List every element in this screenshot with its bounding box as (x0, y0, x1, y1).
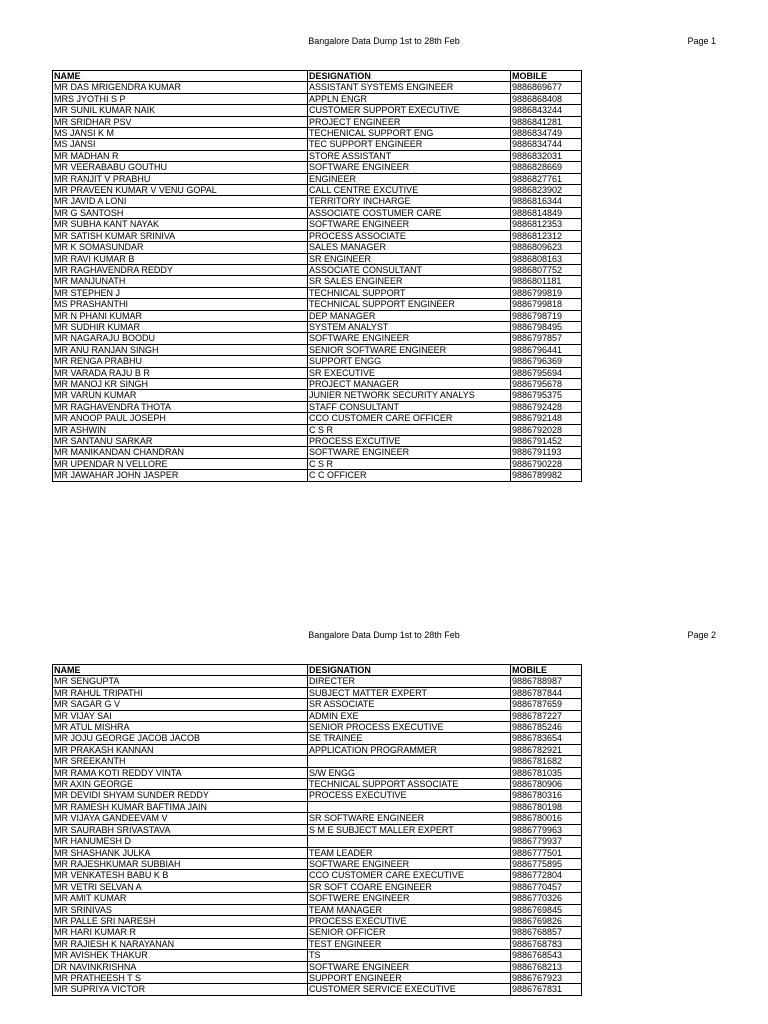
table-row (53, 904, 582, 915)
table-header-row (53, 665, 582, 676)
cell-name: MR RAJESHKUMAR SUBBIAH (53, 858, 308, 869)
table-row (53, 767, 582, 778)
cell-designation: SOFTWARE ENGINEER (308, 858, 511, 869)
cell-name: MR ANU RANJAN SINGH (53, 344, 308, 355)
cell-mobile: 9886812353 (511, 219, 582, 230)
table-row (53, 893, 582, 904)
cell-name: MR VENKATESH BABU K B (53, 870, 308, 881)
cell-mobile: 9886792148 (511, 413, 582, 424)
cell-mobile: 9886768783 (511, 938, 582, 949)
table-row (53, 299, 582, 310)
cell-name: MR MANOJ KR SINGH (53, 378, 308, 389)
table-row (53, 356, 582, 367)
cell-mobile: 9886795375 (511, 390, 582, 401)
table-row (53, 458, 582, 469)
cell-designation: TECHNICAL SUPPORT ASSOCIATE (308, 779, 511, 790)
cell-mobile: 9886808163 (511, 253, 582, 264)
table-row (53, 287, 582, 298)
page-number: Page 2 (687, 630, 716, 640)
cell-name: MR AVISHEK THAKUR (53, 950, 308, 961)
cell-mobile: 9886769826 (511, 915, 582, 926)
cell-mobile: 9886787844 (511, 687, 582, 698)
cell-name: MR PRAKASH KANNAN (53, 744, 308, 755)
page-number: Page 1 (687, 36, 716, 46)
cell-name: MR MADHAN R (53, 150, 308, 161)
table-row (53, 836, 582, 847)
cell-name: MR SUPRIYA VICTOR (53, 984, 308, 995)
table-row (53, 162, 582, 173)
cell-name: MR SUBHA KANT NAYAK (53, 219, 308, 230)
cell-name: MR VARADA RAJU B R (53, 367, 308, 378)
table-row (53, 790, 582, 801)
cell-name: MR PALLE SRI NARESH (53, 915, 308, 926)
cell-designation: SENIOR PROCESS EXECUTIVE (308, 722, 511, 733)
cell-mobile: 9886792428 (511, 401, 582, 412)
cell-name: MR SUNIL KUMAR NAIK (53, 105, 308, 116)
table-row (53, 436, 582, 447)
cell-mobile: 9886798495 (511, 321, 582, 332)
cell-designation: CALL CENTRE EXCUTIVE (308, 185, 511, 196)
column-header-name: NAME (53, 665, 308, 676)
cell-designation: SENIOR OFFICER (308, 927, 511, 938)
cell-designation: C C OFFICER (308, 470, 511, 481)
table-row (53, 984, 582, 995)
cell-designation: SE TRAINEE (308, 733, 511, 744)
cell-mobile: 9886828669 (511, 162, 582, 173)
cell-name: MR VARUN KUMAR (53, 390, 308, 401)
cell-mobile: 9886768213 (511, 961, 582, 972)
cell-name: MS PRASHANTHI (53, 299, 308, 310)
cell-mobile: 9886788987 (511, 676, 582, 687)
cell-designation: SOFTWARE ENGINEER (308, 219, 511, 230)
cell-designation: CUSTOMER SERVICE EXECUTIVE (308, 984, 511, 995)
cell-mobile: 9886834744 (511, 139, 582, 150)
table-row (53, 413, 582, 424)
cell-name: MR PRAVEEN KUMAR V VENU GOPAL (53, 185, 308, 196)
cell-name: MR G SANTOSH (53, 207, 308, 218)
cell-designation (308, 836, 511, 847)
column-header-mobile: MOBILE (511, 71, 582, 82)
cell-mobile: 9886834749 (511, 128, 582, 139)
cell-name: MR DEVIDI SHYAM SUNDER REDDY (53, 790, 308, 801)
cell-name: MR MANJUNATH (53, 276, 308, 287)
page-title: Bangalore Data Dump 1st to 28th Feb (308, 630, 460, 640)
table-row (53, 367, 582, 378)
table-row (53, 390, 582, 401)
table-row (53, 378, 582, 389)
table-row (53, 881, 582, 892)
page-title: Bangalore Data Dump 1st to 28th Feb (308, 36, 460, 46)
table-row (53, 333, 582, 344)
cell-designation: SOFTWARE ENGINEER (308, 447, 511, 458)
cell-name: MR AMIT KUMAR (53, 893, 308, 904)
table-row (53, 321, 582, 332)
cell-designation: TEAM MANAGER (308, 904, 511, 915)
cell-mobile: 9886841281 (511, 116, 582, 127)
cell-name: MR ANOOP PAUL JOSEPH (53, 413, 308, 424)
cell-name: MR HANUMESH D (53, 836, 308, 847)
cell-name: MR RAJIESH K NARAYANAN (53, 938, 308, 949)
cell-mobile: 9886823902 (511, 185, 582, 196)
cell-mobile: 9886787227 (511, 710, 582, 721)
table-row (53, 401, 582, 412)
cell-name: MR RAGHAVENDRA THOTA (53, 401, 308, 412)
cell-name: MR RANJIT V PRABHU (53, 173, 308, 184)
table-row (53, 207, 582, 218)
cell-designation: SR EXECUTIVE (308, 367, 511, 378)
table-row (53, 173, 582, 184)
cell-designation: SUPPORT ENGINEER (308, 972, 511, 983)
cell-designation: SR SALES ENGINEER (308, 276, 511, 287)
table-row (53, 870, 582, 881)
cell-name: MR SAGAR G V (53, 699, 308, 710)
cell-mobile: 9886792028 (511, 424, 582, 435)
cell-mobile: 9886780016 (511, 813, 582, 824)
cell-name: MR UPENDAR N VELLORE (53, 458, 308, 469)
table-row (53, 128, 582, 139)
cell-name: MR AXIN GEORGE (53, 779, 308, 790)
cell-mobile: 9886780316 (511, 790, 582, 801)
cell-designation: CCO CUSTOMER CARE EXECUTIVE (308, 870, 511, 881)
table-row (53, 116, 582, 127)
cell-name: MR N PHANI KUMAR (53, 310, 308, 321)
column-header-designation: DESIGNATION (308, 71, 511, 82)
cell-mobile: 9886781035 (511, 767, 582, 778)
cell-designation (308, 756, 511, 767)
cell-designation: SR SOFT COARE ENGINEER (308, 881, 511, 892)
contacts-table (52, 664, 582, 996)
cell-name: MR SENGUPTA (53, 676, 308, 687)
cell-name: MR PRATHEESH T S (53, 972, 308, 983)
cell-designation: STORE ASSISTANT (308, 150, 511, 161)
cell-mobile: 9886770326 (511, 893, 582, 904)
cell-mobile: 9886832031 (511, 150, 582, 161)
cell-name: MR ASHWIN (53, 424, 308, 435)
cell-mobile: 9886812312 (511, 230, 582, 241)
cell-designation: C S R (308, 424, 511, 435)
cell-name: MR ATUL MISHRA (53, 722, 308, 733)
cell-designation: TERRITORY INCHARGE (308, 196, 511, 207)
column-header-name: NAME (53, 71, 308, 82)
cell-name: MR JAWAHAR JOHN JASPER (53, 470, 308, 481)
cell-mobile: 9886767831 (511, 984, 582, 995)
cell-designation: PROCESS EXECUTIVE (308, 915, 511, 926)
table-header-row (53, 71, 582, 82)
cell-name: MR VETRI SELVAN A (53, 881, 308, 892)
table-row (53, 150, 582, 161)
cell-designation: ASSOCIATE CONSULTANT (308, 264, 511, 275)
table-row (53, 253, 582, 264)
cell-name: MR K SOMASUNDAR (53, 242, 308, 253)
table-row (53, 276, 582, 287)
table-row (53, 687, 582, 698)
table-row (53, 779, 582, 790)
cell-designation: TECHENICAL SUPPORT ENG (308, 128, 511, 139)
cell-designation: DEP MANAGER (308, 310, 511, 321)
column-header-designation: DESIGNATION (308, 665, 511, 676)
table-row (53, 824, 582, 835)
cell-designation: PROJECT MANAGER (308, 378, 511, 389)
table-row (53, 972, 582, 983)
cell-name: MR VIJAY SAI (53, 710, 308, 721)
cell-designation: SR SOFTWARE ENGINEER (308, 813, 511, 824)
cell-designation: TEAM LEADER (308, 847, 511, 858)
table-row (53, 196, 582, 207)
cell-designation: C S R (308, 458, 511, 469)
cell-designation: DIRECTER (308, 676, 511, 687)
table-row (53, 813, 582, 824)
cell-designation: TECHNICAL SUPPORT ENGINEER (308, 299, 511, 310)
table-row (53, 699, 582, 710)
table-row (53, 219, 582, 230)
cell-mobile: 9886801181 (511, 276, 582, 287)
cell-designation: CUSTOMER SUPPORT EXECUTIVE (308, 105, 511, 116)
cell-mobile: 9886779963 (511, 824, 582, 835)
cell-mobile: 9886790228 (511, 458, 582, 469)
column-header-mobile: MOBILE (511, 665, 582, 676)
cell-designation: PROCESS EXECUTIVE (308, 790, 511, 801)
cell-mobile: 9886814849 (511, 207, 582, 218)
cell-designation: TECHNICAL SUPPORT (308, 287, 511, 298)
cell-designation: APPLN ENGR (308, 93, 511, 104)
cell-mobile: 9886795694 (511, 367, 582, 378)
cell-designation: ENGINEER (308, 173, 511, 184)
table-row (53, 756, 582, 767)
table-row (53, 470, 582, 481)
table-row (53, 722, 582, 733)
cell-mobile: 9886816344 (511, 196, 582, 207)
cell-designation: S/W ENGG (308, 767, 511, 778)
cell-name: MR JAVID A LONI (53, 196, 308, 207)
cell-mobile: 9886799818 (511, 299, 582, 310)
cell-designation: CCO CUSTOMER CARE OFFICER (308, 413, 511, 424)
cell-designation: PROCESS ASSOCIATE (308, 230, 511, 241)
cell-mobile: 9886798719 (511, 310, 582, 321)
table-row (53, 915, 582, 926)
cell-name: MR HARI KUMAR R (53, 927, 308, 938)
table-row (53, 264, 582, 275)
table-row (53, 927, 582, 938)
cell-name: MR NAGARAJU BOODU (53, 333, 308, 344)
cell-designation: APPLICATION PROGRAMMER (308, 744, 511, 755)
cell-mobile: 9886789982 (511, 470, 582, 481)
cell-mobile: 9886770457 (511, 881, 582, 892)
cell-designation: SUBJECT MATTER EXPERT (308, 687, 511, 698)
cell-name: MR RAHUL TRIPATHI (53, 687, 308, 698)
cell-mobile: 9886809623 (511, 242, 582, 253)
cell-name: MR RAMESH KUMAR BAFTIMA JAIN (53, 801, 308, 812)
table-row (53, 858, 582, 869)
table-row (53, 344, 582, 355)
cell-mobile: 9886779937 (511, 836, 582, 847)
cell-designation: SOFTWARE ENGINEER (308, 961, 511, 972)
table-row (53, 230, 582, 241)
table-row (53, 801, 582, 812)
cell-name: MR SREEKANTH (53, 756, 308, 767)
cell-designation: ADMIN EXE (308, 710, 511, 721)
cell-mobile: 9886795678 (511, 378, 582, 389)
table-row (53, 424, 582, 435)
cell-mobile: 9886791452 (511, 436, 582, 447)
cell-name: MS JANSI K M (53, 128, 308, 139)
cell-mobile: 9886777501 (511, 847, 582, 858)
cell-name: MR SAURABH SRIVASTAVA (53, 824, 308, 835)
table-row (53, 93, 582, 104)
cell-mobile: 9886783654 (511, 733, 582, 744)
cell-mobile: 9886780198 (511, 801, 582, 812)
table-row (53, 310, 582, 321)
cell-designation: TEC SUPPORT ENGINEER (308, 139, 511, 150)
cell-designation: ASSOCIATE COSTUMER CARE (308, 207, 511, 218)
cell-mobile: 9886796441 (511, 344, 582, 355)
cell-designation: SYSTEM ANALYST (308, 321, 511, 332)
table-row (53, 950, 582, 961)
cell-designation: PROJECT ENGINEER (308, 116, 511, 127)
cell-mobile: 9886827761 (511, 173, 582, 184)
cell-name: MR SUDHIR KUMAR (53, 321, 308, 332)
cell-mobile: 9886769845 (511, 904, 582, 915)
cell-name: MR DAS MRIGENDRA KUMAR (53, 82, 308, 93)
table-row (53, 961, 582, 972)
cell-mobile: 9886768543 (511, 950, 582, 961)
table-row (53, 733, 582, 744)
table-row (53, 82, 582, 93)
table-row (53, 139, 582, 150)
cell-designation: SUPPORT ENGG (308, 356, 511, 367)
table-row (53, 105, 582, 116)
cell-mobile: 9886775895 (511, 858, 582, 869)
table-row (53, 185, 582, 196)
table-row (53, 447, 582, 458)
table-row (53, 242, 582, 253)
cell-mobile: 9886791193 (511, 447, 582, 458)
cell-name: MR RAGHAVENDRA REDDY (53, 264, 308, 275)
table-row (53, 676, 582, 687)
cell-mobile: 9886869677 (511, 82, 582, 93)
table-row (53, 744, 582, 755)
cell-mobile: 9886785246 (511, 722, 582, 733)
cell-designation: PROCESS EXCUTIVE (308, 436, 511, 447)
table-row (53, 847, 582, 858)
cell-name: MR VIJAYA GANDEEVAM V (53, 813, 308, 824)
cell-mobile: 9886781682 (511, 756, 582, 767)
cell-name: MRS JYOTHI S P (53, 93, 308, 104)
table-row (53, 710, 582, 721)
cell-mobile: 9886787659 (511, 699, 582, 710)
cell-designation: SENIOR SOFTWARE ENGINEER (308, 344, 511, 355)
cell-name: MR JOJU GEORGE JACOB JACOB (53, 733, 308, 744)
cell-mobile: 9886772804 (511, 870, 582, 881)
cell-name: MR VEERABABU GOUTHU (53, 162, 308, 173)
cell-mobile: 9886782921 (511, 744, 582, 755)
cell-name: MR SANTANU SARKAR (53, 436, 308, 447)
cell-designation: SR ENGINEER (308, 253, 511, 264)
cell-name: MR SHASHANK JULKA (53, 847, 308, 858)
cell-designation: ASSISTANT SYSTEMS ENGINEER (308, 82, 511, 93)
cell-name: MR SRIDHAR PSV (53, 116, 308, 127)
cell-designation (308, 801, 511, 812)
cell-mobile: 9886768857 (511, 927, 582, 938)
cell-designation: SOFTWARE ENGINEER (308, 333, 511, 344)
cell-name: DR NAVINKRISHNA (53, 961, 308, 972)
cell-mobile: 9886807752 (511, 264, 582, 275)
table-row (53, 938, 582, 949)
cell-designation: STAFF CONSULTANT (308, 401, 511, 412)
cell-mobile: 9886796369 (511, 356, 582, 367)
cell-mobile: 9886799819 (511, 287, 582, 298)
cell-designation: TEST ENGINEER (308, 938, 511, 949)
cell-designation: SOFTWARE ENGINEER (308, 162, 511, 173)
cell-designation: SALES MANAGER (308, 242, 511, 253)
cell-designation: TS (308, 950, 511, 961)
cell-mobile: 9886767923 (511, 972, 582, 983)
cell-designation: JUNIER NETWORK SECURITY ANALYS (308, 390, 511, 401)
cell-name: MR RAVI KUMAR B (53, 253, 308, 264)
cell-name: MS JANSI (53, 139, 308, 150)
cell-mobile: 9886868408 (511, 93, 582, 104)
cell-designation: SR ASSOCIATE (308, 699, 511, 710)
cell-mobile: 9886780906 (511, 779, 582, 790)
cell-name: MR SRINIVAS (53, 904, 308, 915)
cell-mobile: 9886797857 (511, 333, 582, 344)
cell-name: MR STEPHEN J (53, 287, 308, 298)
cell-designation: S M E SUBJECT MALLER EXPERT (308, 824, 511, 835)
contacts-table (52, 70, 582, 482)
cell-mobile: 9886843244 (511, 105, 582, 116)
cell-name: MR RAMA KOTI REDDY VINTA (53, 767, 308, 778)
cell-name: MR MANIKANDAN CHANDRAN (53, 447, 308, 458)
cell-designation: SOFTWERE ENGINEER (308, 893, 511, 904)
cell-name: MR SATISH KUMAR SRINIVA (53, 230, 308, 241)
cell-name: MR RENGA PRABHU (53, 356, 308, 367)
